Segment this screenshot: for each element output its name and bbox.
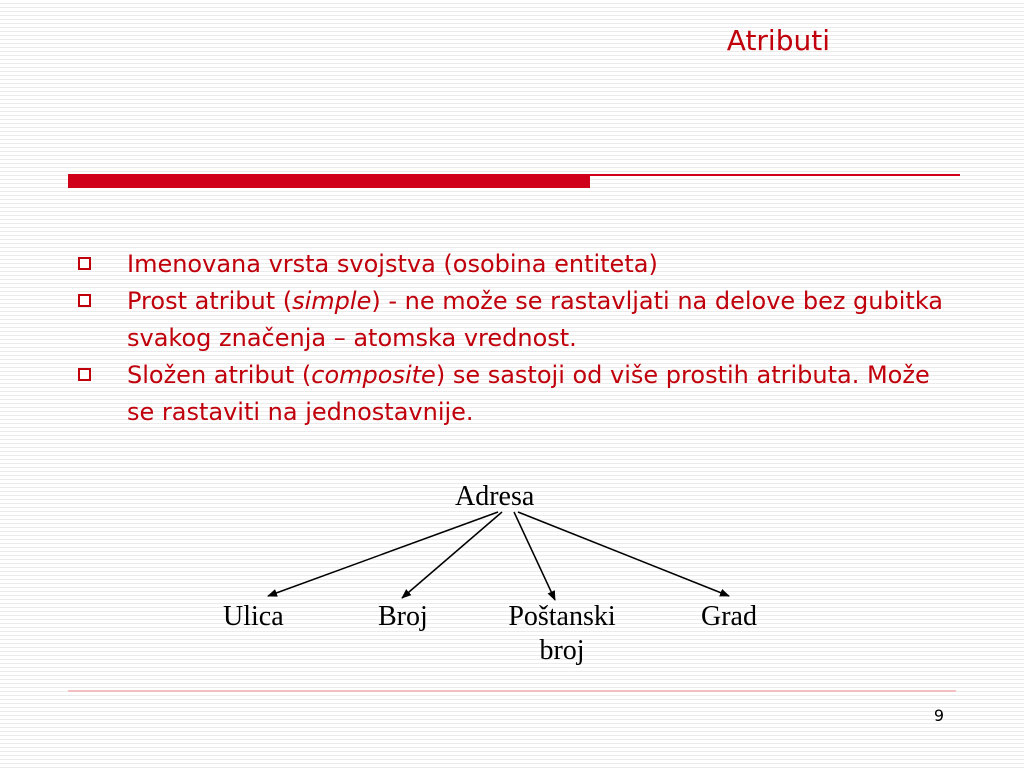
diagram-child-node: Poštanski broj xyxy=(508,601,616,666)
bullet-text-end: ) - ne može se rastavljati na delove bez gubitka svakog značenja – atomska vrednost. xyxy=(127,287,943,352)
footer-divider xyxy=(68,690,956,692)
arrow-to-postanski-broj xyxy=(514,512,555,600)
square-bullet-icon xyxy=(78,257,91,270)
arrow-to-broj xyxy=(402,512,502,598)
bullet-item xyxy=(78,283,948,357)
square-bullet-icon xyxy=(78,294,91,307)
attribute-diagram xyxy=(0,470,1024,690)
bullet-item xyxy=(78,246,948,283)
bullet-text-start: Prost atribut ( xyxy=(127,287,293,315)
bullet-text-start: Složen atribut ( xyxy=(127,361,312,389)
arrow-to-ulica xyxy=(268,512,498,596)
diagram-child-node: Grad xyxy=(701,601,757,632)
diagram-child-node: Broj xyxy=(378,601,428,632)
bullet-emphasis: simple xyxy=(292,287,372,315)
bullet-item xyxy=(78,357,948,431)
diagram-root-node: Adresa xyxy=(455,481,535,512)
bullet-text: Imenovana vrsta svojstva (osobina entiteta) xyxy=(127,250,658,278)
slide-title: Atributi xyxy=(726,24,830,57)
page-number: 9 xyxy=(933,706,944,725)
diagram-child-node: Ulica xyxy=(223,601,284,632)
title-underline-thin xyxy=(590,174,960,176)
arrow-to-grad xyxy=(518,512,729,596)
square-bullet-icon xyxy=(78,368,91,381)
bullet-emphasis: composite xyxy=(311,361,436,389)
title-underline-thick xyxy=(68,174,590,188)
bullet-text-end: ) se sastoji od više prostih atributa. Može se rastaviti na jednostavnije. xyxy=(127,361,930,426)
bullet-list xyxy=(78,246,948,431)
